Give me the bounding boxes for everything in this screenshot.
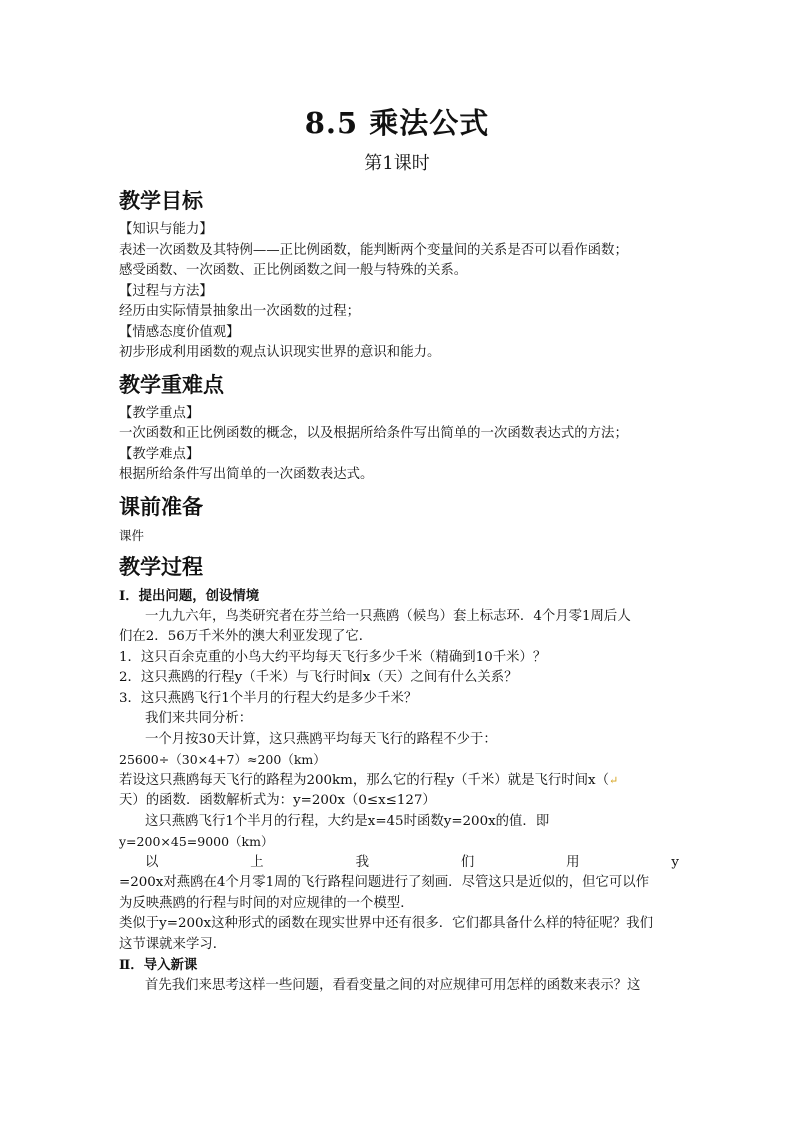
label-knowledge: 【知识与能力】 (119, 222, 213, 237)
text-attitude: 初步形成利用函数的观点认识现实世界的意识和能力。 (119, 345, 441, 360)
para1-line2: 们在2．56万千米外的澳大利亚发现了它． (119, 629, 373, 644)
question-1: 1．这只百余克重的小鸟大约平均每天飞行多少千米（精确到10千米）？ (119, 649, 547, 665)
spread-word: y (671, 854, 679, 870)
para4-line1-spread (119, 853, 679, 874)
para4-line3: 为反映燕鸥的行程与时间的对应规律的一个模型． (119, 895, 414, 911)
text-difficulty: 根据所给条件写出简单的一次函数表达式。 (119, 467, 374, 482)
part1-title: Ⅰ．提出问题，创设情境 (119, 588, 260, 604)
text-focus: 一次函数和正比例函数的概念，以及根据所给条件写出简单的一次函数表达式的方法； (119, 426, 628, 441)
label-process-method: 【过程与方法】 (119, 283, 213, 299)
question-3: 3．这只燕鸥飞行1个半月的行程大约是多少千米？ (119, 690, 418, 706)
para2-line1-text: 若设这只燕鸥每天飞行的路程为200km，那么它的行程y（千米）就是飞行时间x（ (119, 772, 609, 788)
label-focus: 【教学重点】 (119, 405, 200, 421)
spread-word: 们 (460, 854, 475, 870)
text-knowledge-1: 表述一次函数及其特例——正比例函数，能判断两个变量间的关系是否可以看作函数； (119, 242, 628, 258)
heading-keypoints: 教学重难点 (119, 372, 224, 397)
spread-word: 以 (145, 854, 159, 870)
part2-title: Ⅱ．导入新课 (119, 957, 198, 973)
spread-word: 用 (566, 854, 580, 870)
page-title: 8.5 乘法公式 (304, 106, 490, 140)
spread-word: 我 (355, 854, 369, 870)
formula-2: y=200×45=9000（km） (119, 834, 274, 849)
month-calc: 一个月按30天计算，这只燕鸥平均每天飞行的路程不少于： (145, 731, 497, 747)
para2-line2: 天）的函数．函数解析式为：y=200x（0≤x≤127） (119, 793, 436, 808)
label-difficulty: 【教学难点】 (119, 446, 200, 462)
para3: 这只燕鸥飞行1个半月的行程，大约是x=45时函数y=200x的值．即 (145, 813, 550, 829)
heading-goals: 教学目标 (119, 189, 203, 213)
label-attitude: 【情感态度价值观】 (119, 324, 240, 340)
page-subtitle: 第1课时 (364, 153, 430, 174)
text-prep: 课件 (119, 527, 145, 543)
text-process-method: 经历由实际情景抽象出一次函数的过程； (119, 304, 361, 319)
para6: 首先我们来思考这样一些问题，看看变量之间的对应规律可用怎样的函数来表示？这 (145, 977, 641, 993)
para4-line2: =200x对燕鸥在4个月零1周的飞行路程问题进行了刻画．尽管这只是近似的，但它可以作 (119, 875, 650, 890)
spread-word: 上 (250, 854, 264, 870)
question-2: 2．这只燕鸥的行程y（千米）与飞行时间x（天）之间有什么关系？ (119, 670, 518, 685)
paragraph-mark-icon: ↵ (609, 773, 619, 787)
formula-1: 25600÷（30×4+7）≈200（km） (119, 752, 326, 767)
analysis-intro: 我们来共同分析： (145, 711, 253, 726)
para1-line1: 一九九六年，鸟类研究者在芬兰给一只燕鸥（候鸟）套上标志环．4个月零1周后人 (145, 608, 631, 624)
heading-prep: 课前准备 (119, 494, 203, 519)
document-body (119, 186, 679, 996)
para5-line1: 类似于y=200x这种形式的函数在现实世界中还有很多．它们都具备什么样的特征呢？我们 (119, 916, 653, 931)
para2-line1 (119, 771, 679, 792)
para5-line2: 这节课就来学习． (119, 936, 227, 952)
text-knowledge-2: 感受函数、一次函数、正比例函数之间一般与特殊的关系。 (119, 263, 468, 278)
heading-process: 教学过程 (119, 555, 203, 579)
